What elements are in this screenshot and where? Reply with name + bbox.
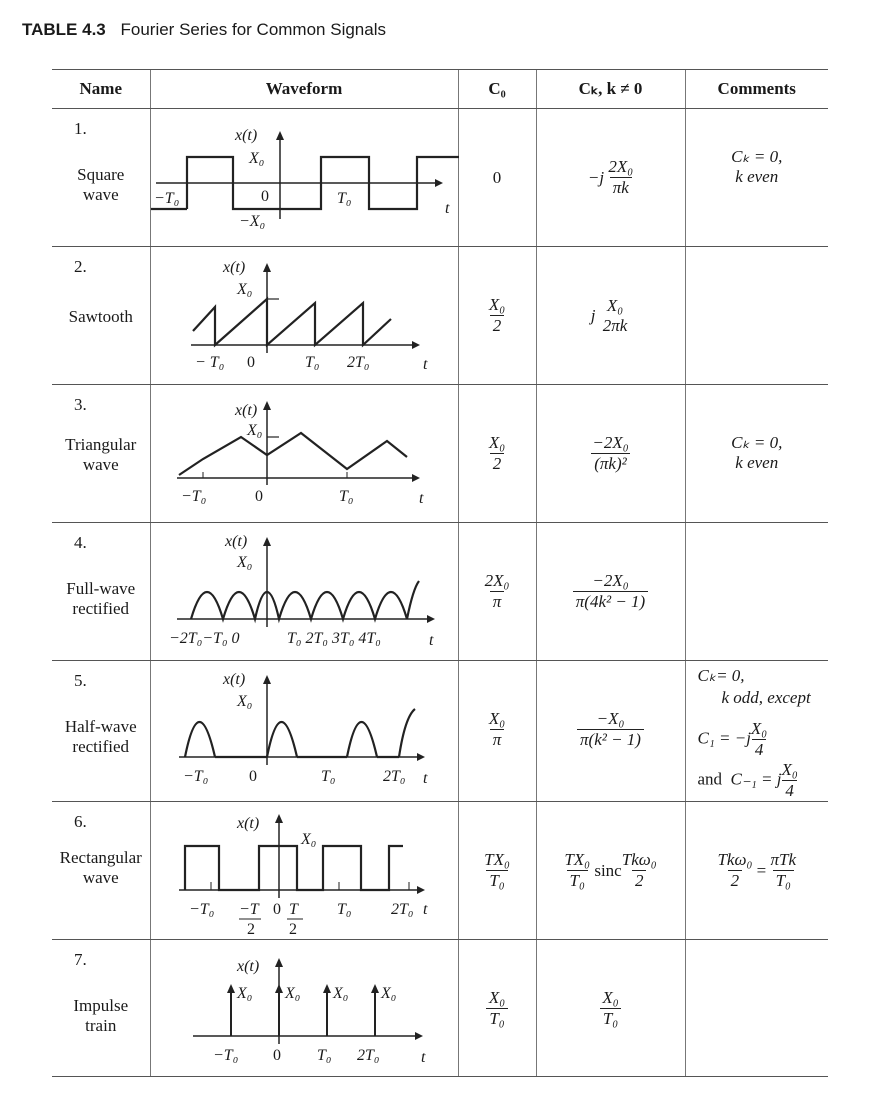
- header-name: Name: [52, 70, 150, 109]
- svg-text:0: 0: [248, 768, 257, 785]
- c0-cell: 0: [458, 109, 536, 247]
- name-cell: [52, 109, 150, 247]
- svg-text:− T₀: − T₀: [194, 354, 224, 371]
- ck-cell: $\frac{\text{−2X₀}}{\text{(πk)²}}$: [536, 385, 685, 523]
- header-waveform: Waveform: [150, 70, 458, 109]
- waveform-cell: [150, 109, 458, 247]
- table-number: TABLE 4.3: [22, 20, 106, 39]
- header-row: [52, 70, 828, 109]
- table-row: [52, 385, 828, 523]
- svg-text:0: 0: [246, 354, 255, 371]
- svg-text:X₀: X₀: [236, 985, 252, 1002]
- svg-text:0: 0: [272, 1047, 281, 1064]
- waveform-cell: [150, 523, 458, 661]
- row-number: 2.: [74, 257, 87, 276]
- svg-text:−2T₀−T₀ 0: −2T₀−T₀ 0: [168, 630, 240, 647]
- table-row: [52, 109, 828, 247]
- ck-cell: $\frac{\text{−2X₀}}{\text{π(4k² − 1)}}$: [536, 523, 685, 661]
- name-cell: [52, 385, 150, 523]
- row-number: 4.: [74, 533, 87, 552]
- axis-label-y: x(t): [234, 402, 257, 419]
- svg-text:t: t: [428, 632, 433, 649]
- table-row: [52, 661, 828, 802]
- svg-text:−T₀: −T₀: [182, 768, 208, 785]
- rectangular-wave-plot: [151, 802, 459, 939]
- full-wave-rectified-plot: [151, 523, 459, 660]
- table-row: [52, 247, 828, 385]
- c0-cell: $\frac{\text{2X₀}}{\pi}$: [458, 523, 536, 661]
- svg-text:2T₀: 2T₀: [346, 354, 369, 371]
- svg-text:X₀: X₀: [246, 422, 262, 439]
- svg-text:X₀: X₀: [284, 985, 300, 1002]
- axis-label-y: x(t): [222, 259, 245, 276]
- svg-text:t: t: [444, 200, 449, 217]
- ck-cell: $\frac{\text{X₀}}{\text{T₀}}$: [536, 940, 685, 1077]
- svg-text:2T₀: 2T₀: [356, 1047, 379, 1064]
- svg-text:−T: −T: [238, 901, 259, 918]
- ck-cell: $\frac{\text{TX₀}}{\text{T₀}}$ sinc $\frac{\text{Tkω₀}}{2}$: [536, 802, 685, 940]
- axis-label-y: x(t): [236, 815, 259, 832]
- svg-text:T₀: T₀: [320, 768, 335, 785]
- comments-cell: Cₖ = 0, k even: [685, 385, 828, 523]
- axis-label-y: x(t): [222, 671, 245, 688]
- sawtooth-plot: [151, 247, 459, 384]
- svg-text:2T₀: 2T₀: [382, 768, 405, 785]
- svg-text:t: t: [422, 356, 427, 373]
- svg-text:X₀: X₀: [300, 831, 316, 848]
- name-cell: [52, 247, 150, 385]
- svg-text:X₀: X₀: [248, 150, 264, 167]
- waveform-cell: [150, 940, 458, 1077]
- svg-text:X₀: X₀: [236, 281, 252, 298]
- square-wave-plot: [151, 109, 459, 246]
- ck-cell: $\frac{\text{−X₀}}{\text{π(k² − 1)}}$: [536, 661, 685, 802]
- table-row: [52, 940, 828, 1077]
- svg-text:−T₀: −T₀: [180, 488, 206, 505]
- name-cell: [52, 940, 150, 1077]
- svg-text:0: 0: [272, 901, 281, 918]
- name-cell: [52, 661, 150, 802]
- svg-text:0: 0: [254, 488, 263, 505]
- table-row: [52, 802, 828, 940]
- waveform-cell: [150, 802, 458, 940]
- waveform-cell: [150, 247, 458, 385]
- row-number: 1.: [74, 119, 87, 138]
- svg-text:X₀: X₀: [332, 985, 348, 1002]
- fourier-series-table: [52, 69, 828, 1077]
- svg-text:T₀: T₀: [338, 488, 353, 505]
- axis-label-y: x(t): [234, 127, 257, 144]
- table-row: [52, 523, 828, 661]
- signal-name: Triangular wave: [65, 435, 137, 474]
- svg-text:t: t: [422, 901, 427, 918]
- svg-text:2: 2: [288, 921, 297, 938]
- table-caption: [22, 20, 386, 40]
- comments-cell: [685, 523, 828, 661]
- svg-text:X₀: X₀: [236, 693, 252, 710]
- svg-text:T₀: T₀: [304, 354, 319, 371]
- impulse-train-plot: [151, 940, 459, 1076]
- half-wave-rectified-plot: [151, 661, 459, 798]
- signal-name: Impulse train: [73, 996, 129, 1035]
- name-cell: [52, 802, 150, 940]
- svg-text:t: t: [418, 490, 423, 507]
- svg-text:T₀ 2T₀ 3T₀ 4T₀: T₀ 2T₀ 3T₀ 4T₀: [286, 630, 381, 647]
- signal-name: Full-wave rectified: [66, 579, 136, 618]
- axis-label-y: x(t): [236, 958, 259, 975]
- c0-cell: $\frac{\text{X₀}}{\pi}$: [458, 661, 536, 802]
- signal-name: Rectangular wave: [59, 848, 142, 887]
- table-title: Fourier Series for Common Signals: [120, 20, 386, 39]
- svg-text:t: t: [420, 1049, 425, 1066]
- svg-text:−X₀: −X₀: [238, 213, 265, 230]
- svg-text:X₀: X₀: [380, 985, 396, 1002]
- c0-cell: $\frac{\text{TX₀}}{\text{T₀}}$: [458, 802, 536, 940]
- signal-name: Sawtooth: [68, 307, 133, 326]
- c0-cell: $\frac{\text{X₀}}{2}$: [458, 247, 536, 385]
- svg-text:0: 0: [260, 188, 269, 205]
- axis-label-y: x(t): [224, 533, 247, 550]
- name-cell: [52, 523, 150, 661]
- waveform-cell: [150, 385, 458, 523]
- svg-text:T₀: T₀: [316, 1047, 331, 1064]
- row-number: 7.: [74, 950, 87, 969]
- comments-cell: [685, 940, 828, 1077]
- triangular-wave-plot: [151, 385, 459, 522]
- signal-name: Square wave: [77, 165, 125, 204]
- waveform-cell: [150, 661, 458, 802]
- header-comments: Comments: [685, 70, 828, 109]
- svg-text:T₀: T₀: [336, 901, 351, 918]
- comments-cell: $\frac{\text{Tkω₀}}{2}$ = $\frac{\text{πTk}}{\text{T₀}}$: [685, 802, 828, 940]
- svg-text:−T₀: −T₀: [188, 901, 214, 918]
- c0-cell: $\frac{\text{X₀}}{2}$: [458, 385, 536, 523]
- svg-text:T: T: [288, 901, 298, 918]
- svg-text:t: t: [422, 770, 427, 787]
- header-ck: Cₖ, k ≠ 0: [536, 70, 685, 109]
- row-number: 5.: [74, 671, 87, 690]
- row-number: 3.: [74, 395, 87, 414]
- c0-cell: $\frac{\text{X₀}}{\text{T₀}}$: [458, 940, 536, 1077]
- svg-text:2: 2: [246, 921, 255, 938]
- svg-text:−T₀: −T₀: [212, 1047, 238, 1064]
- svg-text:T₀: T₀: [336, 190, 351, 207]
- ck-cell: −j $\frac{\text{2X₀}}{\pi k}$: [536, 109, 685, 247]
- comments-cell: [685, 247, 828, 385]
- svg-text:X₀: X₀: [236, 554, 252, 571]
- comments-cell: Cₖ = 0, k even: [685, 109, 828, 247]
- row-number: 6.: [74, 812, 87, 831]
- header-c0: C₀: [458, 70, 536, 109]
- svg-text:−T₀: −T₀: [153, 190, 179, 207]
- comments-cell: Cₖ= 0, k odd, except C₁ = −j $\frac{\text{X₀}}{4}$ and C₋₁ = j $\frac{\text{X₀}}{4}$: [685, 661, 828, 802]
- ck-cell: j X₀ 2πk: [536, 247, 685, 385]
- signal-name: Half-wave rectified: [64, 717, 137, 756]
- svg-text:2T₀: 2T₀: [390, 901, 413, 918]
